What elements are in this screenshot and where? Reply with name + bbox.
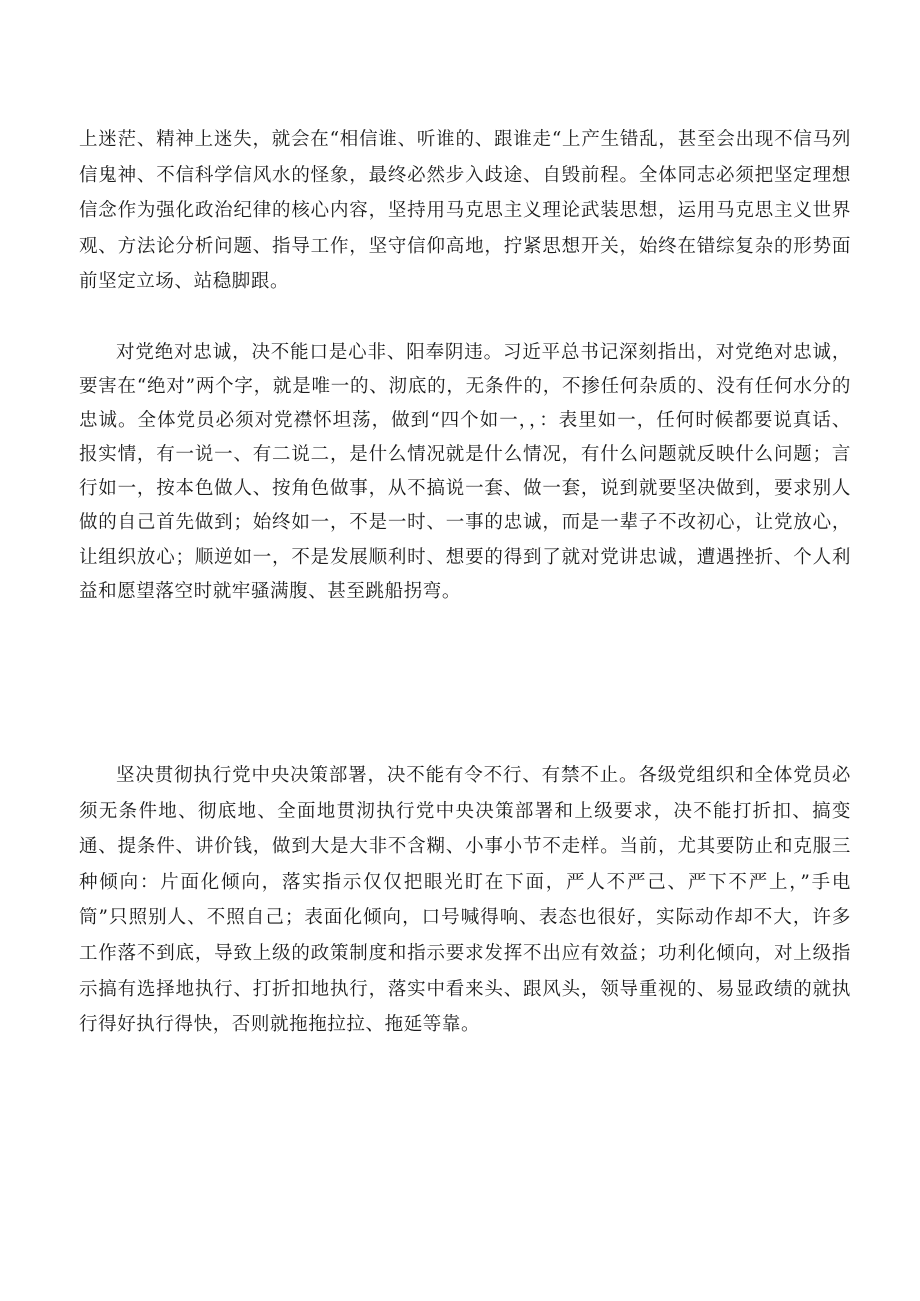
paragraph-implement-decisions: 坚决贯彻执行党中央决策部署，决不能有令不行、有禁不止。各级党组织和全体党员必须无条件地、彻底地、全面地贯沏执行党中央决策部署和上级要求，决不能打折扣、搞变通、提条件、讲价钱，做到大是大非不含糊、小事小节不走样。当前，尤其要防止和克服三种倾向：片面化倾向，落实指示仅仅把眼光盯在下面，严人不严己、严下不严上，”手电筒”只照别人、不照自己；表面化倾向，口号喊得响、表态也很好，实际动作却不大，许多工作落不到底，导致上级的政策制度和指示要求发挥不出应有效益；功利化倾向，对上级指示搞有选择地执行、打折扣地执行，落实中看来头、跟风头，领导重视的、易显政绩的就执行得好执行得快，否则就拖拖拉拉、拖延等靠。 xyxy=(79,765,851,1036)
paragraph-ideals-and-beliefs: 上迷茫、精神上迷失，就会在“相信谁、听谁的、跟谁走“上产生错乱，甚至会出现不信马列信鬼神、不信科学信风水的怪象，最终必然步入歧途、自毁前程。全体同志必须把坚定理想信念作为强化政治纪律的核心内容，坚持用马克思主义理论武装思想，运用马克思主义世界观、方法论分析问题、指导工作，坚守信仰高地，拧紧思想开关，始终在错综复杂的形势面前坚定立场、站稳脚跟。 xyxy=(79,129,851,293)
paragraph-absolute-loyalty: 对党绝对忠诚，决不能口是心非、阳奉阴违。习近平总书记深刻指出，对党绝对忠诚，要害在“绝对”两个字，就是唯一的、沏底的，无条件的，不掺任何杂质的、没有任何水分的忠诚。全体党员必须对党襟怀坦荡，做到“四个如一，，：表里如一，任何时候都要说真话、报实情，有一说一、有二说二，是什么情况就是什么情况，有什么问题就反映什么问题；言行如一，按本色做人、按角色做事，从不搞说一套、做一套，说到就要坚决做到，要求别人做的自己首先做到；始终如一，不是一时、一事的忠诚，而是一辈子不改初心，让党放心，让组织放心；顺逆如一，不是发展顺利时、想要的得到了就对党讲忠诚，遭遇挫折、个人利益和愿望落空时就牢骚满腹、甚至跳船拐弯。 xyxy=(79,342,851,602)
